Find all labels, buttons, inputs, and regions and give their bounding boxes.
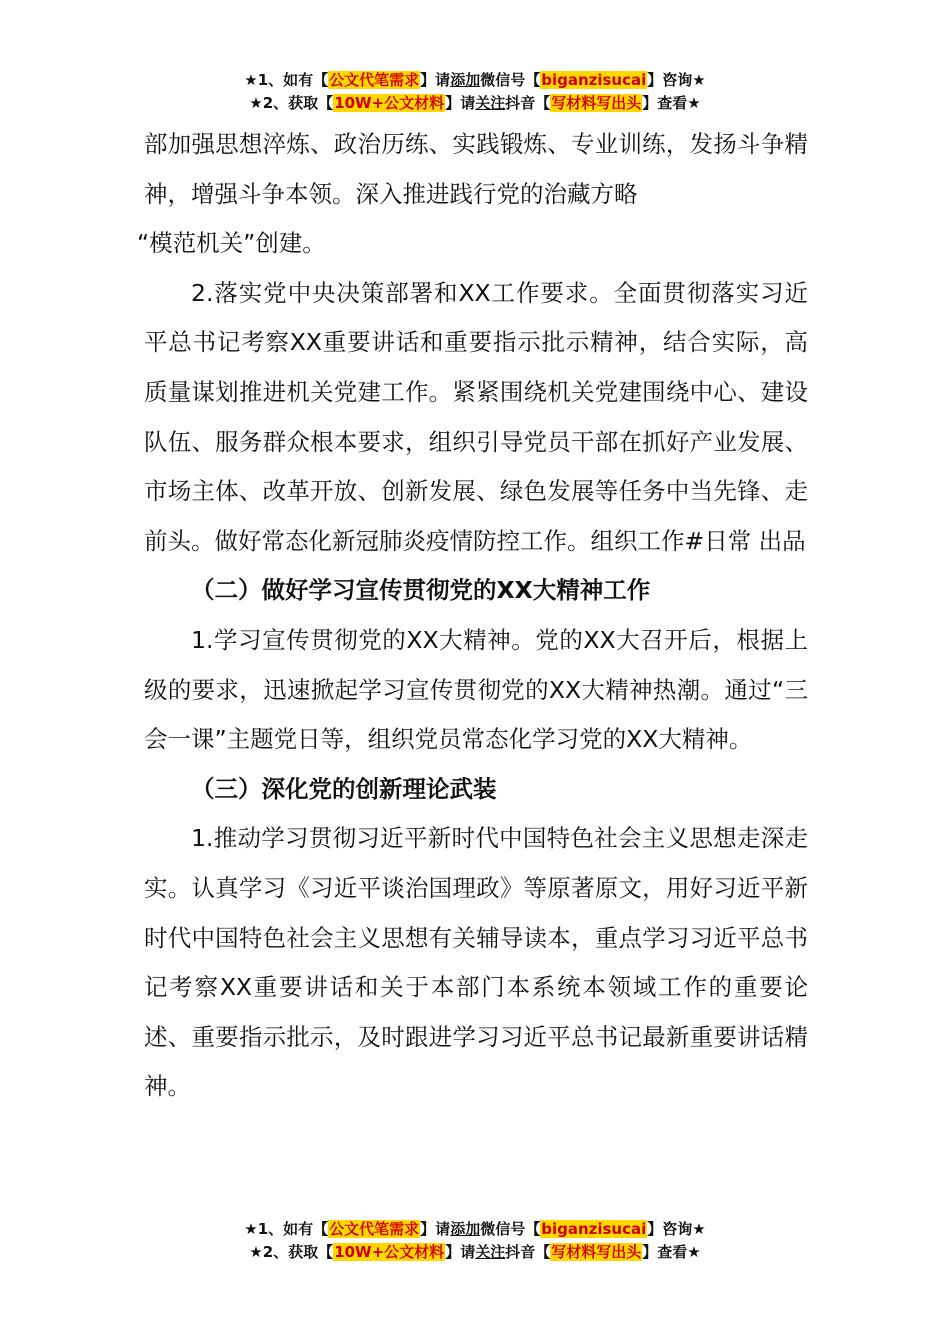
promo-highlight: 写材料写出头 bbox=[551, 1243, 642, 1261]
promo-text: ★2、获取【 bbox=[249, 94, 334, 112]
paragraph-continued-end: “模范机关”创建。 bbox=[136, 229, 326, 258]
promo-text: ★2、获取【 bbox=[249, 1243, 334, 1261]
promo-text: 】请 bbox=[445, 1243, 476, 1261]
promo-text: ★1、如有【 bbox=[244, 71, 329, 89]
paragraph-section3-item-1: 1.推动学习贯彻习近平新时代中国特色社会主义思想走深走实。认真学习《习近平谈治国理政》等原著原文，用好习近平新时代中国特色社会主义思想有关辅导读本，重点学习习近平总书记考察XX重要讲话和关于本部门本系统本领域工作的重要论述、重要指示批示，及时跟进学习习近平总书记最新重要讲话精神。 bbox=[144, 824, 808, 1101]
promo-banner-top bbox=[0, 69, 950, 115]
paragraph-item-2: 2.落实党中央决策部署和XX工作要求。全面贯彻落实习近平总书记考察XX重要讲话和重要指示批示精神，结合实际，高质量谋划推进机关党建工作。紧紧围绕机关党建围绕中心、建设队伍、服务群众根本要求，组织引导党员干部在抓好产业发展、市场主体、改革开放、创新发展、绿色发展等任务中当先锋、走前头。做好常态化新冠肺炎疫情防控工作。组织工作#日常 出品 bbox=[144, 278, 808, 555]
promo-emphasis: 添加 bbox=[450, 1220, 481, 1238]
paragraph-continued: 部加强思想淬炼、政治历练、实践锻炼、专业训练，发扬斗争精神，增强斗争本领。深入推进践行党的治藏方略 bbox=[144, 130, 808, 208]
promo-text: 微信号【 bbox=[480, 71, 541, 89]
promo-banner-bottom bbox=[0, 1218, 950, 1264]
promo-text: 】查看★ bbox=[642, 1243, 701, 1261]
promo-line-1 bbox=[0, 69, 950, 92]
promo-emphasis: 关注 bbox=[475, 1243, 506, 1261]
promo-line-1 bbox=[0, 1218, 950, 1241]
document-body bbox=[136, 120, 808, 1112]
promo-emphasis: 关注 bbox=[475, 94, 506, 112]
promo-line-2 bbox=[0, 1241, 950, 1264]
promo-highlight: 10W+公文材料 bbox=[334, 1243, 445, 1261]
paragraph-section2-item-1: 1.学习宣传贯彻党的XX大精神。党的XX大召开后，根据上级的要求，迅速掀起学习宣传贯彻党的XX大精神热潮。通过“三会一课”主题党日等，组织党员常态化学习党的XX大精神。 bbox=[144, 625, 808, 754]
promo-line-2 bbox=[0, 92, 950, 115]
promo-highlight: 10W+公文材料 bbox=[334, 94, 445, 112]
promo-emphasis: 添加 bbox=[450, 71, 481, 89]
promo-highlight: 公文代笔需求 bbox=[329, 1220, 420, 1238]
promo-text: 】请 bbox=[420, 1220, 451, 1238]
promo-text: 】咨询★ bbox=[647, 71, 706, 89]
promo-text: 抖音【 bbox=[505, 1243, 551, 1261]
promo-highlight: 公文代笔需求 bbox=[329, 71, 420, 89]
promo-text: 】咨询★ bbox=[647, 1220, 706, 1238]
promo-highlight: biganzisucai bbox=[541, 71, 647, 89]
promo-text: 微信号【 bbox=[480, 1220, 541, 1238]
promo-text: 】请 bbox=[445, 94, 476, 112]
promo-text: ★1、如有【 bbox=[244, 1220, 329, 1238]
section-heading-2: （二）做好学习宣传贯彻党的XX大精神工作 bbox=[191, 576, 651, 605]
promo-text: 】查看★ bbox=[642, 94, 701, 112]
promo-text: 】请 bbox=[420, 71, 451, 89]
promo-text: 抖音【 bbox=[505, 94, 551, 112]
promo-highlight: 写材料写出头 bbox=[551, 94, 642, 112]
promo-highlight: biganzisucai bbox=[541, 1220, 647, 1238]
section-heading-3: （三）深化党的创新理论武装 bbox=[191, 774, 497, 803]
